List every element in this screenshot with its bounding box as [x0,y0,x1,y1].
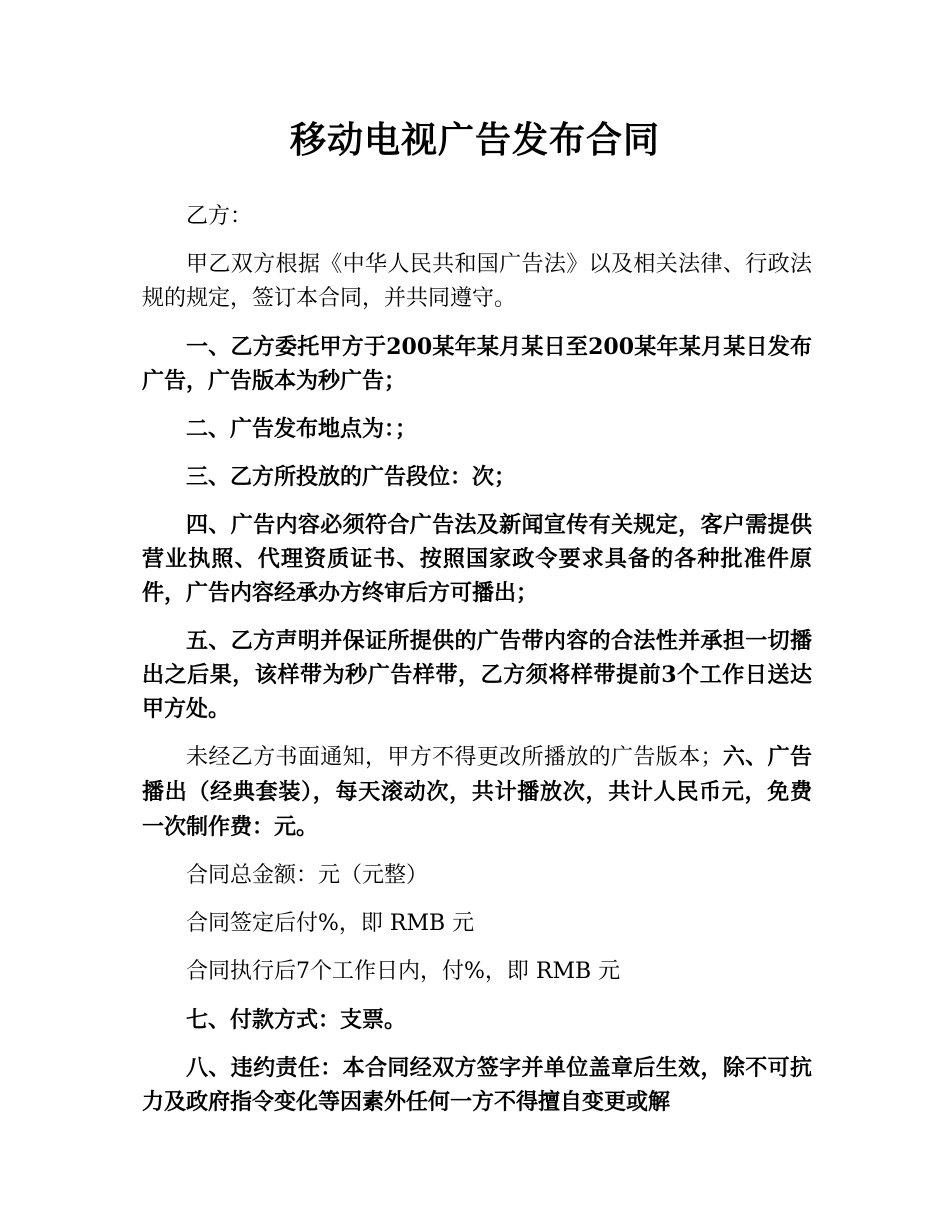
clause-6-paragraph [142,740,812,845]
clause-1: 一、乙方委托甲方于200某年某月某日至200某年某月某日发布广告，广告版本为秒广告； [142,334,812,394]
clause-5-continuation: 未经乙方书面通知，甲方不得更改所播放的广告版本； [186,745,723,770]
clause-6: 六、广告播出（经典套装），每天滚动次，共计播放次，共计人民币元，免费一次制作费：元。 [142,744,812,840]
document-title: 移动电视广告发布合同 [289,120,660,161]
clause-5: 五、乙方声明并保证所提供的广告带内容的合法性并承担一切播出之后果，该样带为秒广告样带，乙方须将样带提前3个工作日送达甲方处。 [142,628,812,722]
clause-4: 四、广告内容必须符合广告法及新闻宣传有关规定，客户需提供营业执照、代理资质证书、按照国家政令要求具备的各种批准件原件，广告内容经承办方终审后方可播出； [142,512,812,606]
paragraph-preamble: 甲乙双方根据《中华人民共和国广告法》以及相关法律、行政法规的规定，签订本合同，并共同遵守。 [142,252,812,311]
clause-8: 八、违约责任：本合同经双方签字并单位盖章后生效，除不可抗力及政府指令变化等因素外任何一方不得擅自变更或解 [142,1055,812,1115]
total-amount: 合同总金额：元（元整） [186,863,429,888]
document-body [142,200,812,1133]
clause-2: 二、广告发布地点为：； [186,416,418,442]
clause-7: 七、付款方式：支票。 [186,1007,407,1033]
paragraph-party-b: 乙方： [186,204,253,229]
clause-3: 三、乙方所投放的广告段位：次； [186,464,517,490]
payment-after-execution: 合同执行后7个工作日内，付%，即 RMB 元 [186,959,621,984]
payment-on-signing: 合同签定后付%，即 RMB 元 [186,911,475,936]
